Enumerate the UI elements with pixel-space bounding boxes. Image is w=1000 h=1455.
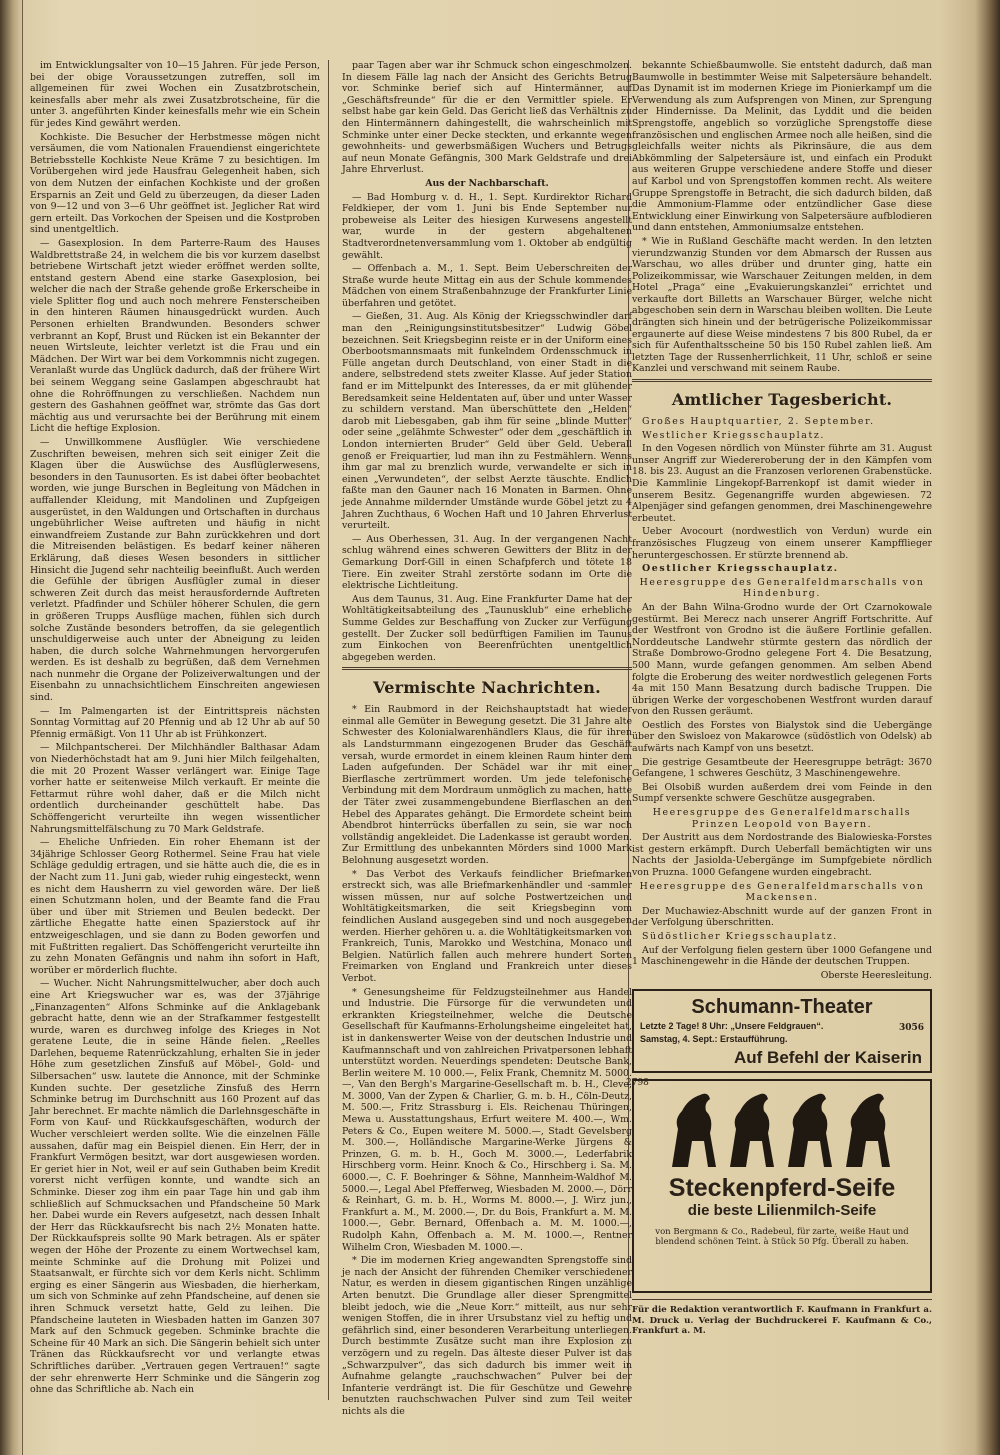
article-wucher: — Wucher. Nicht Nahrungsmittelwucher, aber doch auch eine Art Kriegswucher war es, was der 37jährige „Finanzagenten“ Alfons Schminke auf die Anklagebank gebracht hatte, denn wie an der Strafkammer festgestellt wurde, waren es durchweg infolge des Krieges in Not geratene Leute, die in seine Hände fielen. „Reelles Darlehen, bequeme Ratenrückzahlung, erhalten Sie in jeder Höhe zum gesetzlichen Zinsfuß auf Möbel-, Gold- und Silbersachen“ usw. lautete die Annonce, mit der Schminke Kunden suchte. Der gesetzliche Zinsfuß des Herrn Schminke betrug im Durchschnitt aus 160 Prozent auf das Jahr berechnet. Er machte nämlich die Darlehnsgeschäfte in Form von Kauf- und Rückkaufsgeschäften, wodurch der Wucher verschleiert werden sollte. Wie die einzelnen Fälle aussahen, dafür mag ein Beispiel dienen. Ein Herr, der in Frankfurt Vermögen besitzt, war dort ausgewiesen worden. Er geriet hier in Not, weil er auf sein Guthaben beim Kredit vorerst nicht verfügen konnte, und wandte sich an Schminke. Dieser zog ihm ein paar Tage hin und gab ihm schließlich auf Schmucksachen und Pfandscheine 50 Mark her. Dabei wurde ein Revers aufgesetzt, nach dessen Inhalt der Herr das Rückkaufsrecht bis nach 2½ Monaten hatte. Der Rückkaufspreis sollte 90 Mark betragen. Als er später wegen der Höhe der Prozente zu einem Wortwechsel kam, meinte Schminke auf die Drohung mit Polizei und Staatsanwalt, er fürchte sich vor dem Kerls nicht. Schlimm erging es einer Sängerin aus Wiesbaden, die hierherkam, um sich von Schminke auf zehn Pfandscheine, auf denen sie ihren Schmuck versetzt hatte, Geld zu leihen. Die Pfandscheine lauteten in Wiesbaden hatten im Ganzen 307 Mark auf den Schmuck gegeben. Schminke brachte die Scheine für 40 Mark an sich. Die Sängerin behielt sich unter Tränen das Rückkaufsrecht vor und verlangte etwas Schriftliches darüber. „Vertrauen gegen Vertrauen!“ sagte der sehr ehrenwerte Herr Schminke und die Sängerin zog ohne das Schriftliche ab. Nach ein xyxy=(30,978,320,1396)
divider xyxy=(632,1299,932,1300)
column-rule xyxy=(328,60,329,1400)
soap-advertisement xyxy=(632,1079,932,1293)
article-sprengstoffe: * Die im modernen Krieg angewandten Sprengstoffe sind je nach der Ansicht der führenden Chemiker verschiedener Natur, es werden in diesem gigantischen Ringen unzählige Arten benutzt. Die Grundlage aller dieser Sprengmittel bleibt jedoch, wie die „Neue Korr.“ mitteilt, aus nur sehr wenigen Stoffen, die in ihrer Ursubstanz viel zu heftig und gefährlich sind, einer besonderen Verarbeitung unterliegen. Durch bestimmte Zusätze sucht man ihre Explosion zu verzögern und zu regeln. Das älteste dieser Pulver ist das „Schwarzpulver“, das sich dadurch bis immer weit in Aufnahme gelangte „rauchschwachen“ Pulver bei der Infanterie verdrängt ist. Die für Geschütze und Gewehre benutzten rauchschwachen Pulver sind zum Teil weiter nichts als die xyxy=(342,1255,632,1417)
horse-logo-icon xyxy=(664,1089,904,1169)
article-ausfluegler: — Unwillkommene Ausflügler. Wie verschiedene Zuschriften beweisen, mehren sich seit einiger Zeit die Klagen über die Auswüchse des Ausflüglerwesens, besonders in den Taunusorten. Es ist dabei öfter beobachtet worden, wie junge Burschen in Begleitung von Mädchen in auffallender Kleidung, mit Mandolinen und Zupfgeigen ausgerüstet, in den Waldungen und Ortschaften in durchaus ungebührlicher Weise auftreten und häufig in nicht einwandfreiem Zustande zur Bahn zurückkehren und dort die Mitreisenden belästigen. Es bedarf keiner näheren Erklärung, daß dieses Wesen besonders in sittlicher Hinsicht die Jugend sehr nachteilig beeinflußt. Auch werden die Gefühle der übrigen Ausflügler zumal in dieser schweren Zeit durch das meist herausfordernde Auftreten verletzt. Pfadfinder und Schüler höherer Schulen, die gern in größeren Trupps Ausflüge machen, fühlen sich durch solche Zustände besonders betroffen, da sie gelegentlich unschuldigerweise auch unter der Abneigung zu leiden haben, die durch solche Wahrnehmungen hervorgerufen werden. Es ist deshalb zu begrüßen, daß dem Vernehmen nach nunmehr die Organe der Polizeiverwaltungen und der Eisenbahn zu unnachsichtlichem Einschreiten angewiesen sind. xyxy=(30,437,320,704)
article-genesungsheime: * Genesungsheime für Feldzugsteilnehmer aus Handel und Industrie. Die Fürsorge für die verwundeten und erkrankten Kriegsteilnehmer, welche die Deutsche Gesellschaft für Kaufmanns-Erholungsheime eingeleitet hat, ist in dankenswerter Weise von der deutschen Industrie und Kaufmannschaft und von zahlreichen Privatpersonen lebhaft unterstützt worden. Neuerdings spendeten: Deutsche Bank, Berlin weitere M. 10 000.—, Felix Frank, Chemnitz M. 5000.—, Van den Bergh's Margarine-Gesellschaft m. b. H., Cleve, M. 3000, Van der Zypen & Charlier, G. m. b. H., Cöln-Deutz, M. 500.—, Fritz Strassburg i. Els. Reichenau Thüringen, Mewa u. Ausstattungshaus, Erfurt weitere M. 400.—, Wm. Peters & Co., Eupen weitere M. 5000.—, Stadt Gevelsberg M. 300.—, Holländische Margarine-Werke Jürgens & Prinzen, G. m. b. H., Goch M. 3000.—, Lederfabrik Hirschberg vorm. Heinr. Knoch & Co., Hirschberg i. Sa. M. 6000.—, C. F. Boehringer & Söhne, Mannheim-Waldhof M. 5000.—, Legal Abel Pfefferweg, Wiesbaden M. 2000.—, Dörr & Reinhart, G. m. b. H., Worms M. 8000.—, J. Wirz jun., Frankfurt a. M., M. 2000.—, Dr. du Bois, Frankfurt a. M. M. 1000.—, Gebr. Bernard, Offenbach a. M. M. 1000.—, Rudolph Kahn, Offenbach a. M. M. 1000.—, Rentner Wilhelm Cron, Wiesbaden M. 1000.—. xyxy=(342,986,632,1253)
soap-brand: Steckenpferd-Seife xyxy=(668,1174,896,1203)
report-bialowieska: Der Austritt aus dem Nordostrande des Bialowieska-Forstes ist gestern erkämpft. Durch Ueberfall bemächtigten wir uns Nachts der Jasiolda-Uebergänge im Sumpfgebiete nördlich von Pruzna. 1000 Gefangene wurden eingebracht. xyxy=(632,832,932,878)
article-offenbach: — Offenbach a. M., 1. Sept. Beim Ueberschreiten der Straße wurde heute Mittag ein aus der Schule kommendes Mädchen von einem Straßenbahnzuge der Frankfurter Linie überfahren und getötet. xyxy=(342,263,632,309)
adjacent-page-edge xyxy=(0,0,23,1455)
theater-line2: Samstag, 4. Sept.: Erstaufführung. xyxy=(640,1034,788,1045)
article-homburg: — Bad Homburg v. d. H., 1. Sept. Kurdirektor Richard Feldkieper, der vom 1. Juni bis Ende September nur probeweise als Leiter des hiesigen Kurwesens angestellt war, wurde in der gestern abgehaltenen Stadtverordnetenversammlung vom 1. Oktober ab endgültig gewählt. xyxy=(342,191,632,261)
report-grodno: An der Bahn Wilna-Grodno wurde der Ort Czarnokowale gestürmt. Bei Merecz nach unserer Angriff Fortschritte. Auf der Westfront von Grodno ist die äußere Fortlinie gefallen. Norddeutsche Landwehr stürmte gestern das nördlich der Straße Dombrowo-Grodno gelegene Fort 4. Die Besatzung, 500 Mann, wurde gefangen genommen. Am selben Abend folgte die Eroberung des weiter nordwestlich gelegenen Forts 4a mit 150 Mann Besatzung durch badische Truppen. Die übrigen Werke der vorgeschobenen Westfront wurden darauf von den Russen geräumt. xyxy=(632,601,932,718)
section-title-tagesbericht: Amtlicher Tagesbericht. xyxy=(671,390,893,410)
newspaper-page xyxy=(22,60,972,1430)
theater-headline: Auf Befehl der Kaiserin xyxy=(734,1047,922,1067)
report-avocourt: Ueber Avocourt (nordwestlich von Verdun) wurde ein französisches Flugzeug von einem unserer Kampfflieger heruntergeschossen. Er stürzte brennend ab. xyxy=(632,526,932,561)
subheading-mackensen: Heeresgruppe des Generalfeldmarschalls von Mackensen. xyxy=(639,880,925,904)
subheading-westlich: Westlicher Kriegsschauplatz. xyxy=(642,429,825,441)
article-sprengstoffe-cont: bekannte Schießbaumwolle. Sie entsteht dadurch, daß man Baumwolle in bestimmter Weise mit Salpetersäure behandelt. Das Dynamit ist im modernen Kriege im Pionierkampf um die Verwendung als zum Aufsprengen von Minen, zur Sprengung der Hindernisse. Da Melinit, das Lyddit und die beiden Sprengstoffe, angeblich so vorzügliche Sprengstoffe diese französischen und englischen Armee noch alle heißen, sind die gleichfalls weiter nichts als Pikrinsäure, die aus dem Abkömmling der Salpetersäure ist, und einfach ein Produkt aus weiteren Gruppe verschiedene andere Stoffe und dieser auf Karbol und von Sprengstoffen kommen recht. Als weitere Gruppe Sprengstoffe in Betracht, die sich dadurch bilden, daß die Ammonium-Flamme oder entzündlicher Gase diese Entwicklung einer Einwirkung von Salpetersäure aufblodieren und dann entstehen, Ammoniumsalze entstehen. xyxy=(632,60,932,234)
article-giessen: — Gießen, 31. Aug. Als König der Kriegsschwindler darf man den „Reinigungsinstitutsbesitzer“ Ludwig Göbel bezeichnen. Seit Kriegsbeginn reiste er in der Uniform eines Oberbootsmannsmaats mit funkelndem Ordensschmuck in Fülle angetan durch Deutschland, von einer Stadt in die andere, selbstredend stets zweiter Klasse. Auf jeder Station fand er im Mittelpunkt des Interesses, da er mit glühender Beredsamkeit seine Heldentaten auf, über und unter Wasser zu schildern verstand. Man überschüttete den „Helden“ darob mit Liebesgaben, gab ihm für seine „blinde Mutter“ oder seine „gelähmte Schwester“ oder dem „geschäftlich in London internierten Bruder“ Geld über Geld. Ueberall genoß er Freiquartier, lud man ihn zu Festmählern. Wenns ihm gar mal zu brenzlich wurde, verwandelte er sich in einen „Verwundeten“, der selbst Aerzte täuschte. Endlich faßte man den Gauner nach 16 Monaten in Barmen. Ohne jede Annahme mildernder Umstände wurde Göbel jetzt zu 4 Jahren Zuchthaus, 6 Wochen Haft und 10 Jahren Ehrverlust verurteilt. xyxy=(342,311,632,532)
report-olsobiss: Bei Olsobiß wurden außerdem drei vom Feinde in den Sumpf versenkte schwere Geschütze ausgegraben. xyxy=(632,781,932,805)
article-wucher-cont: paar Tagen aber war ihr Schmuck schon eingeschmolzen. In diesem Fälle lag nach der Ansicht des Gerichts Betrug vor. Schminke berief sich auf Hintermänner, auf „Geschäftsfreunde“ für die er den Vermittler spiele. Er selbst habe gar kein Geld. Das Gericht ließ das Verhältnis zu den Hintermännern dahingestellt, die wahrscheinlich mit Schminke unter einer Decke steckten, und erkannte wegen gewohnheits- und gewerbsmäßigen Wuchers und Betrugs auf neun Monate Gefängnis, 300 Mark Geldstrafe und drei Jahre Ehrverlust. xyxy=(342,60,632,176)
column-3 xyxy=(632,60,932,1339)
subheading-oestlich: Oestlicher Kriegsschauplatz. xyxy=(642,563,839,575)
dateline: Großes Hauptquartier, 2. September. xyxy=(642,416,875,428)
theater-title: Schumann-Theater xyxy=(691,996,873,1019)
divider xyxy=(632,379,932,382)
report-vogesen: In den Vogesen nördlich von Münster führte am 31. August unser Angriff zur Wiedereroberung der in den Kämpfen vom 18. bis 23. August an die Franzosen verlorenen Grabenstücke. Die Kammlinie Lingekopf-Barrenkopf ist damit wieder in unserem Besitz. Gegenangriffe wurden abgewiesen. 72 Alpenjäger sind gefangen genommen, drei Maschinengewehre erbeutet. xyxy=(632,443,932,524)
theater-advertisement xyxy=(632,989,932,1073)
section-heading-nachbarschaft: Aus der Nachbarschaft. xyxy=(425,177,549,189)
report-muchawiez: Der Muchawiez-Abschnitt wurde auf der ganzen Front in der Verfolgung überschritten. xyxy=(632,905,932,929)
theater-phone: 3056 xyxy=(898,1023,924,1034)
article-taunus: Aus dem Taunus, 31. Aug. Eine Frankfurter Dame hat der Wohltätigkeitsabteilung des „Taunusklub“ eine erhebliche Summe Geldes zur Beschaffung von Zucker zur Verfügung gestellt. Der Zucker soll bedürftigen Familien im Taunus zum Einkochen von Beerenfrüchten unentgeltlich abgegeben werden. xyxy=(342,593,632,663)
article-palmengarten: — Im Palmengarten ist der Eintrittspreis nächsten Sonntag Vormittag auf 20 Pfennig und ab 12 Uhr ab auf 50 Pfennig ermäßigt. Von 11 Uhr ab ist Frühkonzert. xyxy=(30,705,320,740)
report-verfolgung: Auf der Verfolgung fielen gestern über 1000 Gefangene und 1 Maschinengewehr in die Hände der deutschen Truppen. xyxy=(632,944,932,968)
article-kochkiste: Kochkiste. Die Besucher der Herbstmesse mögen nicht versäumen, die vom Nationalen Frauendienst eingerichtete Betriebsstelle Kochkiste Neue Kräme 7 zu besichtigen. Im Vorübergehen wird jede Hausfrau Gelegenheit haben, sich von dem Nutzen der einfachen Kochkiste und der großen Ersparnis an Zeit und Geld zu überzeugen, da dieser Laden von 9—12 und von 3—6 Uhr geöffnet ist. Jeglicher Rat wird gern erteilt. Das Vorkochen der Speisen und die Kostproben sind unentgeltlich. xyxy=(30,131,320,236)
article-gasexplosion: — Gasexplosion. In dem Parterre-Raum des Hauses Waldbrettstraße 24, in welchem die bis vor kurzem daselbst betriebene Wirtschaft jetzt wieder eröffnet werden sollte, entstand gestern Abend eine starke Gasexplosion, bei welcher die nach der Straße gehende große Erkerscheibe in viele Splitter flog und auch noch mehrere Fensterscheiben in den hinteren Räumen hinausgedrückt wurden. Auch Personen erhielten Brandwunden. Besonders schwer verbrannt an Kopf, Brust und Rücken ist ein Bekannter der neuen Wirtsleute, leichter verletzt ist die Frau und ein Mädchen. Der Wirt war bei dem Vorkommnis nicht zugegen. Veranlaßt wurde das Unglück dadurch, daß der frühere Wirt bei seinem Weggang seine Gaslampen abgeschraubt hat ohne die Rohröffnungen zu verschließen. Nachdem nun gestern des Gashahnen geöffnet war, strömte das Gas dort mächtig aus und verursachte bei der Berührung mit einem Licht die heftige Explosion. xyxy=(30,237,320,435)
subheading-suedoestlich: Südöstlicher Kriegsschauplatz. xyxy=(642,930,838,942)
section-title-vermischte: Vermischte Nachrichten. xyxy=(373,678,601,698)
subheading-leopold: Heeresgruppe des Generalfeldmarschalls Prinzen Leopold von Bayern. xyxy=(652,807,912,830)
soap-tagline: die beste Lilienmilch-Seife xyxy=(687,1202,877,1220)
soap-details: von Bergmann & Co., Radebeul, für zarte, weiße Haut und blendend schönen Teint. à Stück 50 Pfg. Überall zu haben. xyxy=(655,1227,909,1248)
column-1 xyxy=(30,60,320,1398)
signature: Oberste Heeresleitung. xyxy=(820,969,932,981)
article-oberhessen: — Aus Oberhessen, 31. Aug. In der vergangenen Nacht schlug während eines schweren Gewitters der Blitz in der Gemarkung Dorf-Gill in einen Schafpferch und tötete 18 Tiere. Ein zweiter Strahl zerstörte sodann im Orte die elektrische Lichtleitung. xyxy=(342,533,632,592)
theater-line1: Letzte 2 Tage! 8 Uhr: „Unsere Feldgrauen“. xyxy=(640,1021,824,1032)
report-bialystok: Oestlich des Forstes von Bialystok sind die Uebergänge über den Swisloez von Makarowce (südöstlich von Odelsk) ab aufwärts nach Kampf von uns besetzt. xyxy=(632,719,932,755)
ad-reference-number: 2798 xyxy=(626,1078,649,1088)
article-milchpantscherei: — Milchpantscherei. Der Milchhändler Balthasar Adam von Niederhöchstadt hat am 9. Juni hier Milch feilgehalten, die mit 20 Prozent Wasser verlängert war. Einige Tage vorher hatte er seitenweise Milch verkauft. Er meinte die Fettarmut rühre wohl daher, daß er die Milch nicht ordentlich durcheinander geschüttelt habe. Das Schöffengericht verurteilte ihn wegen wissentlicher Nahrungsmittelfälschung zu 70 Mark Geldstrafe. xyxy=(30,742,320,835)
divider xyxy=(342,667,632,670)
subheading-hindenburg: Heeresgruppe des Generalfeldmarschalls von Hindenburg. xyxy=(639,576,925,600)
article-text: im Entwicklungsalter von 10—15 Jahren. Für jede Person, bei der obige Voraussetzungen zutreffen, soll im allgemeinen für zwei Wochen ein Zusatzbrotschein, keinesfalls aber mehr als zwei Zusatzbrotscheine, für die unter 3. angeführten Kinder keinesfalls mehr wie ein Schein für jedes Kind gewährt werden. xyxy=(30,60,320,129)
article-unfrieden: — Eheliche Unfrieden. Ein roher Ehemann ist der 34jährige Schlosser Georg Rothermel. Seine Frau hat viele Schläge geduldig ertragen, und sie hätte auch die, die es in der Nacht zum 11. Juni gab, wieder ruhig eingesteckt, wenn es nicht dem Hausherrn zu viel geworden wäre. Der ließ einen Schutzmann holen, und der Beamte fand die Frau über und über mit Striemen und Beulen bedeckt. Der zärtliche Ehegatte hatte einen Spazierstock auf ihr entzweigeschlagen, und sie dann zu Boden geworfen und mit Fußtritten regaliert. Das Schöffengericht verurteilte ihn zu zehn Monaten Gefängnis und nahm ihn sofort in Haft, worüber er mörderlich fluchte. xyxy=(30,837,320,976)
article-raubmord: * Ein Raubmord in der Reichshauptstadt hat wieder einmal alle Gemüter in Bewegung gesetzt. Die 31 Jahre alte Schwester des Kolonialwarenhändlers Klaus, die für ihren als Landsturmmann eingezogenen Bruder das Geschäft versah, wurde ermordet in einem kleinen Raum hinter dem Laden aufgefunden. Der Schädel war ihr mit einer Bierflasche zertrümmert worden. Um jede telefonische Verbindung mit dem Mordraum unmöglich zu machen, hatte der Täter zwei zusammengebundene Bierflaschen an den Hebel des Apparates gehängt. Die Ermordete scheint beim Abendbrot hinterrücks überfallen zu sein, sie war noch vollständig angekleidet. Die Ladenkasse ist geraubt worden. Zur Ermittlung des unbekannten Mörders sind 1000 Mark Belohnung ausgesetzt worden. xyxy=(342,704,632,866)
imprint: Für die Redaktion verantwortlich F. Kaufmann in Frankfurt a. M. Druck u. Verlag der Buchdruckerei F. Kaufmann & Co., Frankfurt a. M. xyxy=(632,1305,932,1337)
article-russland: * Wie in Rußland Geschäfte macht werden. In den letzten vierundzwanzig Stunden vor dem Abmarsch der Russen aus Warschau, wo alles drüber und drunter ging, hatte ein Polizeikommissar, wie Warschauer Zeitungen melden, in dem Hotel „Praga“ eine „Evakuierungskanzlei“ errichtet und verkaufte dort Billetts an Warschauer Bürger, welche nicht abgeschoben sein dern in Warschau bleiben wollten. Die Leute drängten sich hinein und der betrügerische Polizeikommissar ergaunerte auf diese Weise mindestens 7 bis 800 Rubel, da er sich für Aufenthaltsscheine 50 bis 150 Rubel zahlen ließ. Am letzten Tage der Russenherrlichkeit, 11 Uhr, schloß er seine Kanzlei und verschwand mit seinem Raube. xyxy=(632,235,932,375)
report-beute: Die gestrige Gesamtbeute der Heeresgruppe beträgt: 3670 Gefangene, 1 schweres Geschütz, 3 Maschinengewehre. xyxy=(632,756,932,780)
article-briefmarken: * Das Verbot des Verkaufs feindlicher Briefmarken erstreckt sich, was alle Briefmarkenhändler und -sammler wissen müssen, nur auf solche Postwertzeichen und Wohltätigkeitsmarken, die seit Kriegsbeginn vom feindlichen Ausland ausgegeben sind und noch ausgegeben werden. Hierher gehören u. a. die Wohltätigkeitsmarken von Frankreich, Tunis, Marokko und Westchina, Monaco und Belgien. Natürlich fallen auch mehrere hundert Sorten Freimarken von England und Frankreich unter dieses Verbot. xyxy=(342,868,633,984)
column-2 xyxy=(342,60,632,1420)
